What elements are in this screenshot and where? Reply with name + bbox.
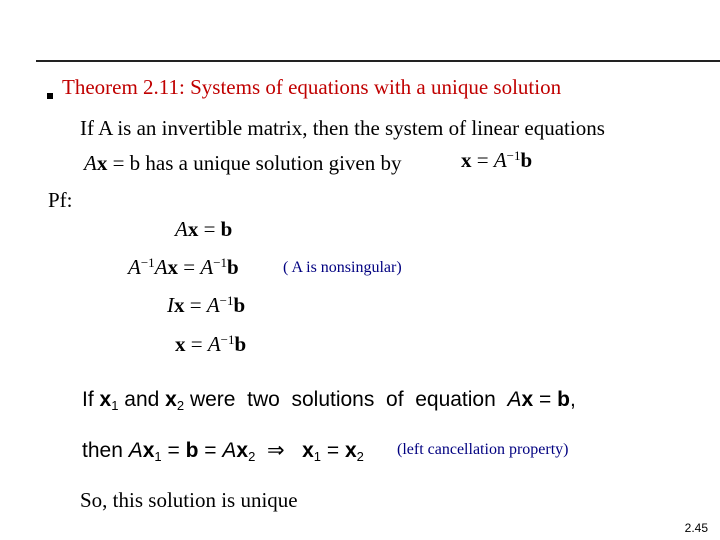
cancellation-line: then $Ax_1 = b = Ax_2$ ⇒ $x_1 = x_2$ [82,439,364,464]
theorem-line-2-text: = b has a unique solution given by [107,151,402,175]
eq-ax: Ax [84,151,108,175]
theorem-line-2 [84,151,401,176]
theorem-title: Theorem 2.11: Systems of equations with a unique solution [62,75,562,99]
proof-step-3: $Ix = A^{-1}b$ [167,292,246,317]
proof-step-1: Ax = b [175,217,233,241]
conclusion: So, this solution is unique [80,488,298,512]
theorem-line-1-text: If A is an invertible matrix, then the system of linear equations [80,116,605,140]
bullet-icon [47,93,53,99]
top-rule [36,60,720,62]
uniqueness-assumption: If $x_1$ and $x_2$ were two solutions of equation Ax = b, [82,388,576,413]
proof-step-2: $A^{-1}Ax = A^{-1}b$ [128,254,239,279]
proof-step-4: $x = A^{-1}b$ [175,331,247,356]
theorem-line-1 [80,116,605,141]
page-number: 2.45 [684,521,708,535]
note-left-cancellation: (left cancellation property) [397,441,569,458]
proof-label: Pf: [48,188,73,212]
solution-formula: $x = A^{-1}b$ [461,147,533,172]
note-nonsingular: ( A is nonsingular) [283,259,402,276]
